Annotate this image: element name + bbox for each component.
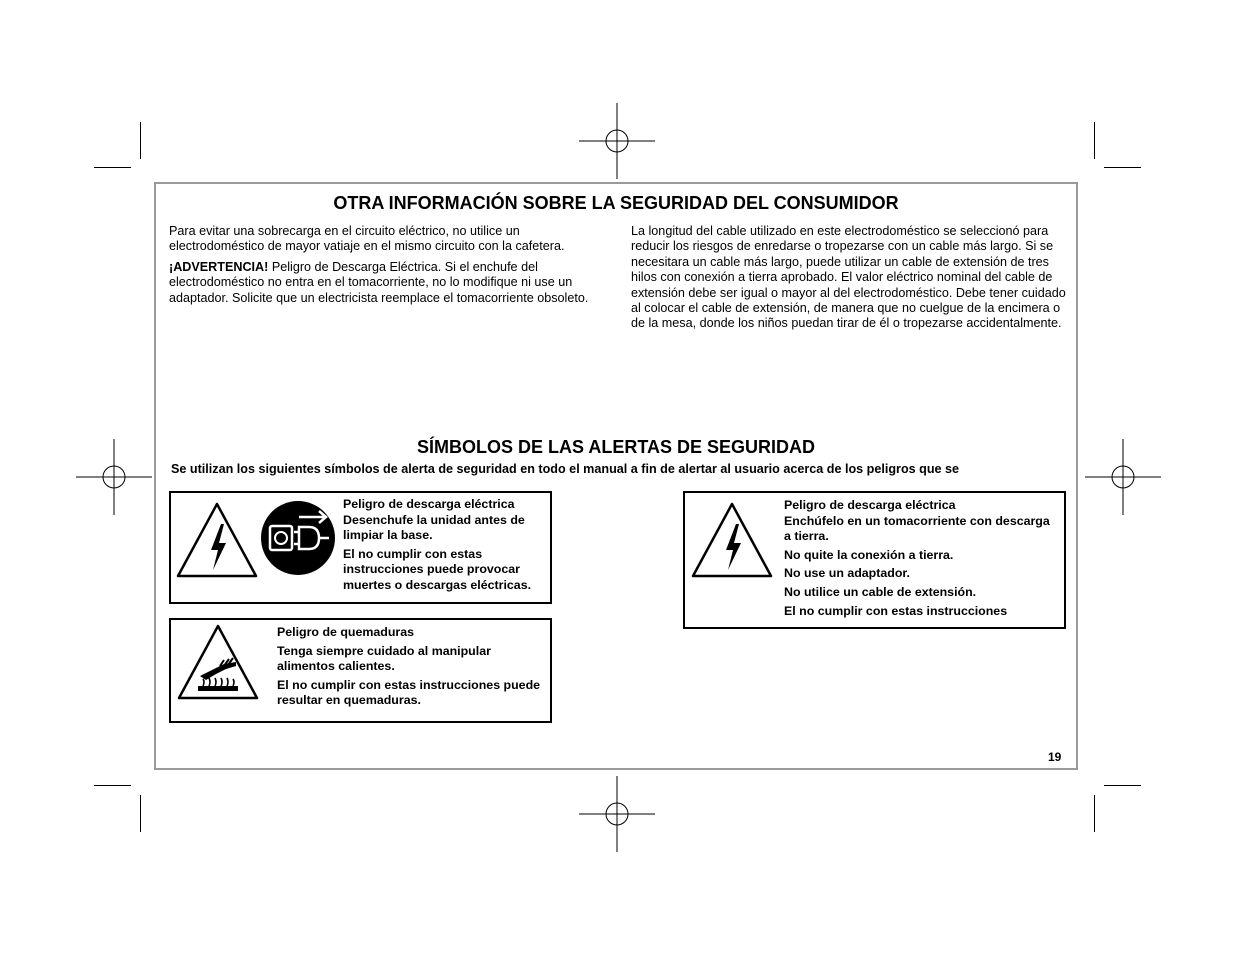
warning-paragraph — [169, 260, 605, 306]
alert-consequence: El no cumplir con estas instrucciones — [784, 603, 1008, 618]
electric-shock-warning-icon — [690, 500, 774, 580]
paragraph: La longitud del cable utilizado en este electrodoméstico se seleccionó para reducir los riesgos de enredarse o tropezarse con un cable más largo. Si se necesitara un cable más largo, puede utilizar un cable de extensión de tres hilos con conexión a tierra aprobado. El valor eléctrico nominal del cable de extensión debe ser igual o mayor al del electrodoméstico. Debe tener cuidado al colocar el cable de extensión, de manera que no cuelgue de la encimera o de la mesa, donde los niños puedan tirar de él o tropezarse accidentalmente. — [631, 224, 1066, 331]
page-number: 19 — [1048, 750, 1062, 764]
paragraph: Para evitar una sobrecarga en el circuito eléctrico, no utilice un electrodoméstico de mayor vatiaje en el mismo circuito con la cafetera. — [169, 224, 565, 254]
crop-mark — [1094, 122, 1095, 159]
registration-mark-icon — [76, 439, 152, 515]
crop-mark — [140, 122, 141, 159]
warning-label: ¡ADVERTENCIA! — [169, 259, 269, 274]
alert-title: Peligro de descarga eléctrica — [343, 497, 515, 511]
alert-instruction: Enchúfelo en un tomacorriente con descarga a tierra. — [784, 513, 1050, 544]
crop-mark — [1104, 167, 1141, 168]
section-title: SÍMBOLOS DE LAS ALERTAS DE SEGURIDAD — [416, 437, 816, 457]
crop-mark — [1104, 785, 1141, 786]
electric-shock-warning-icon — [175, 500, 259, 580]
section-title: OTRA INFORMACIÓN SOBRE LA SEGURIDAD DEL CONSUMIDOR — [333, 193, 899, 213]
alert-instruction: Desenchufe la unidad antes de limpiar la base. — [343, 512, 525, 543]
registration-mark-icon — [579, 776, 655, 852]
alert-title: Peligro de quemaduras — [277, 625, 415, 639]
warning-text: Peligro de Descarga Eléctrica. Si el enchufe del electrodoméstico no entra en el tomacorriente, no lo modifique ni use un adaptador. Solicite que un electricista reemplace el tomacorriente obsoleto. — [169, 259, 589, 305]
alert-title: Peligro de descarga eléctrica — [784, 498, 956, 512]
alert-instruction: Tenga siempre cuidado al manipular alimentos calientes. — [277, 643, 491, 674]
registration-mark-icon — [579, 103, 655, 179]
hot-surface-warning-icon — [176, 622, 260, 702]
crop-mark — [1094, 795, 1095, 832]
alert-text — [343, 497, 548, 597]
alert-text — [784, 498, 1059, 622]
alert-consequence: El no cumplir con estas instrucciones puede provocar muertes o descargas eléctricas. — [343, 546, 532, 592]
alert-text — [277, 625, 545, 712]
crop-mark — [140, 795, 141, 832]
left-column — [169, 224, 605, 311]
crop-mark — [94, 167, 131, 168]
alert-instruction: No utilice un cable de extensión. — [784, 584, 977, 599]
registration-mark-icon — [1085, 439, 1161, 515]
alert-instruction: No quite la conexión a tierra. — [784, 547, 954, 562]
section-intro: Se utilizan los siguientes símbolos de alerta de seguridad en todo el manual a fin de alertar al usuario acerca de los peligros que se — [171, 462, 960, 476]
alert-instruction: No use un adaptador. — [784, 566, 910, 581]
alert-consequence: El no cumplir con estas instrucciones puede resultar en quemaduras. — [277, 677, 541, 708]
right-column — [631, 224, 1067, 337]
unplug-icon — [259, 499, 337, 577]
crop-mark — [94, 785, 131, 786]
